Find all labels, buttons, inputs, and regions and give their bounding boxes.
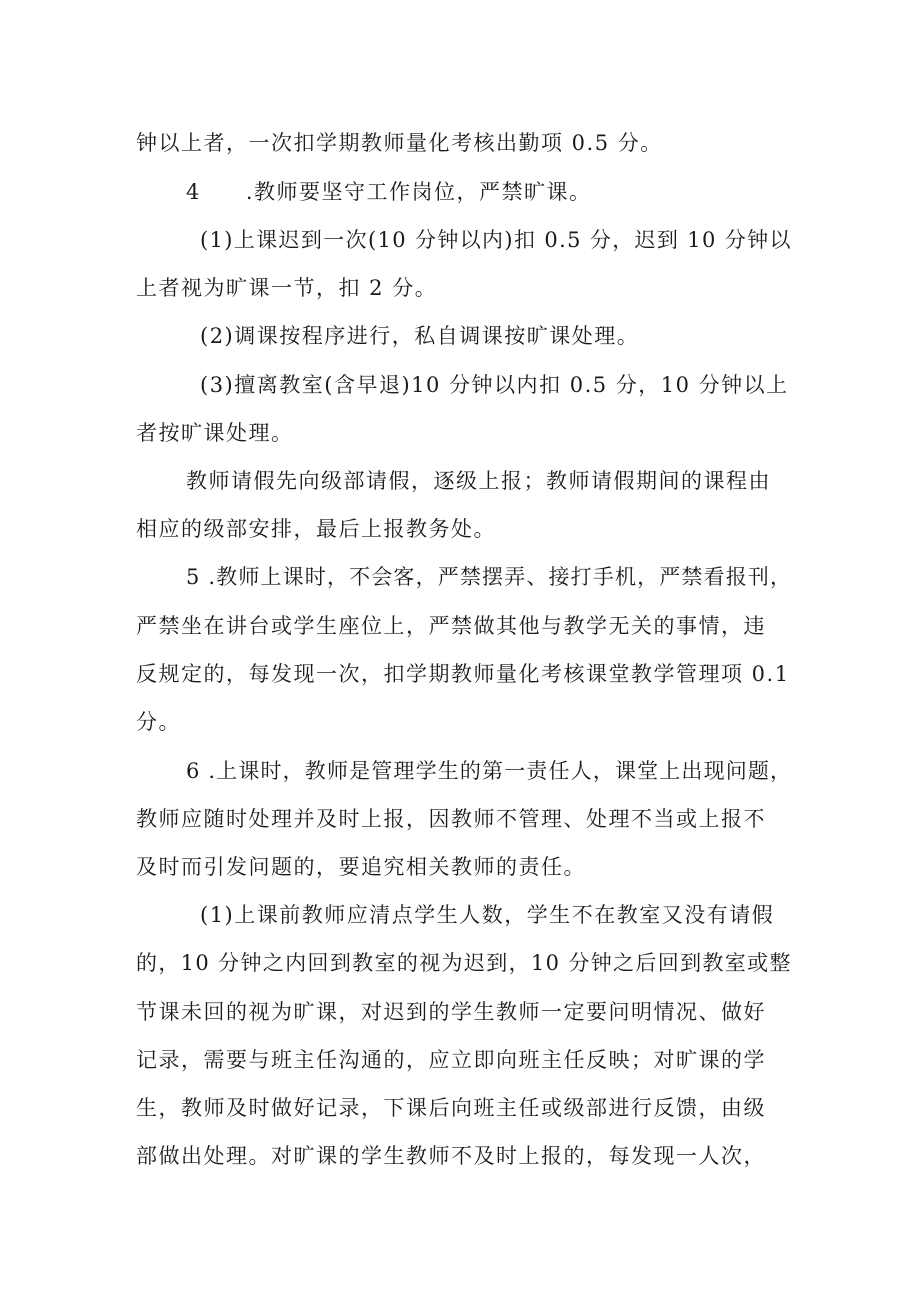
text-line: 6 .上课时，教师是管理学生的第一责任人，课堂上出现问题， xyxy=(186,759,793,783)
text-line: 上者视为旷课一节，扣 2 分。 xyxy=(136,276,438,300)
text-line: 严禁坐在讲台或学生座位上，严禁做其他与教学无关的事情，违 xyxy=(136,614,766,638)
text-line: (1)上课前教师应清点学生人数，学生不在教室又没有请假 xyxy=(200,903,775,927)
text-line: 相应的级部安排，最后上报教务处。 xyxy=(136,517,496,541)
text-line: 教师请假先向级部请假，逐级上报；教师请假期间的课程由 xyxy=(186,469,771,493)
text-line: 分。 xyxy=(136,710,181,734)
text-line: 生，教师及时做好记录，下课后向班主任或级部进行反馈，由级 xyxy=(136,1096,766,1120)
text-line: 反规定的，每发现一次，扣学期教师量化考核课堂教学管理项 0.1 xyxy=(136,662,790,686)
text-line: 部做出处理。对旷课的学生教师不及时上报的，每发现一人次， xyxy=(136,1144,766,1168)
text-line: 节课未回的视为旷课，对迟到的学生教师一定要问明情况、做好 xyxy=(136,1000,766,1024)
text-line: 教师应随时处理并及时上报，因教师不管理、处理不当或上报不 xyxy=(136,807,766,831)
text-line: 的，10 分钟之内回到教室的视为迟到，10 分钟之后回到教室或整 xyxy=(136,951,792,975)
text-line: 5 .教师上课时，不会客，严禁摆弄、接打手机，严禁看报刊， xyxy=(186,565,793,589)
text-line: (2)调课按程序进行，私自调课按旷课处理。 xyxy=(200,324,640,348)
text-line: 及时而引发问题的，要追究相关教师的责任。 xyxy=(136,855,586,879)
text-line: 者按旷课处理。 xyxy=(136,421,294,445)
text-line: 钟以上者，一次扣学期教师量化考核出勤项 0.5 分。 xyxy=(136,131,663,155)
text-line: 4 .教师要坚守工作岗位，严禁旷课。 xyxy=(186,180,592,204)
text-line: 记录，需要与班主任沟通的，应立即向班主任反映；对旷课的学 xyxy=(136,1048,766,1072)
text-line: (1)上课迟到一次(10 分钟以内)扣 0.5 分，迟到 10 分钟以 xyxy=(200,228,792,252)
text-line: (3)擅离教室(含早退)10 分钟以内扣 0.5 分，10 分钟以上 xyxy=(200,373,789,397)
